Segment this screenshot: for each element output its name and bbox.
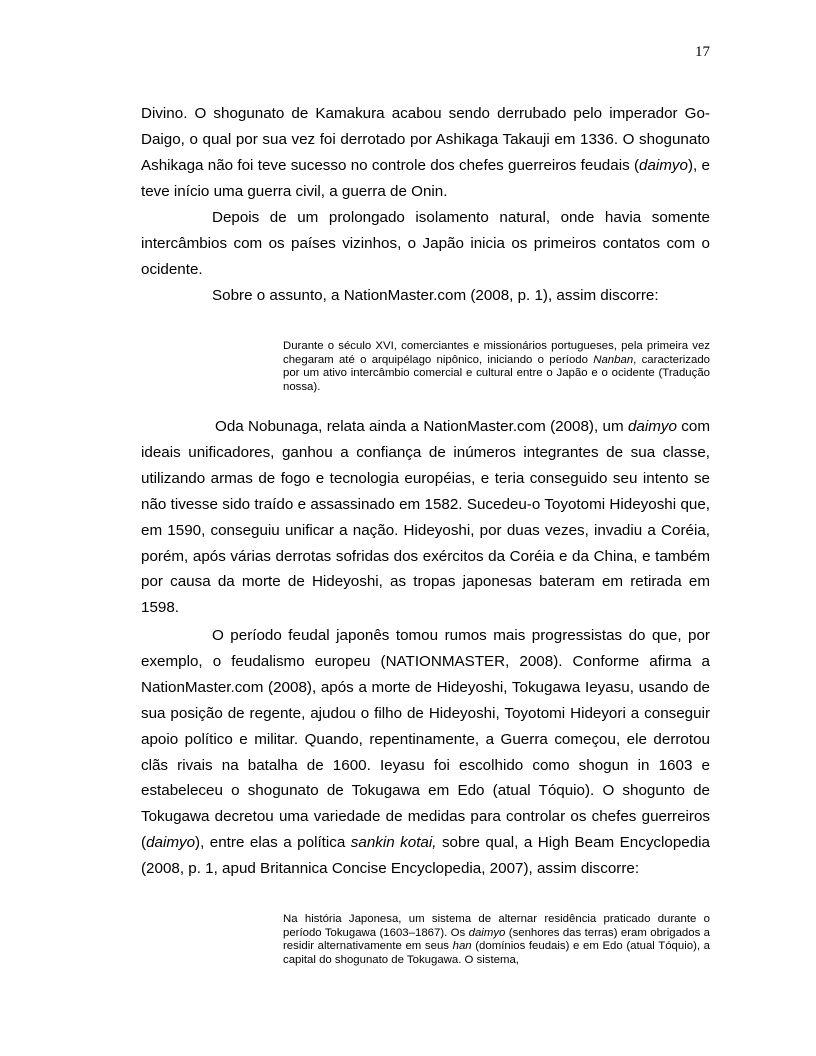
paragraph-intro-quote: Sobre o assunto, a NationMaster.com (2008, p. 1), assim discorre:: [212, 287, 659, 304]
paragraph-kamakura: Divino. O shogunato de Kamakura acabou sendo derrubado pelo imperador Go-Daigo, o qual por sua vez foi derrotado por Ashikaga Takauji em 1336. O shogunato Ashikaga não foi teve sucesso no controle dos chefes guerreiros feudais (daimyo), e teve início uma guerra civil, a guerra de Onin.: [141, 105, 710, 200]
paragraph-tokugawa: O período feudal japonês tomou rumos mais progressistas do que, por exemplo, o feudalismo europeu (NATIONMASTER, 2008). Conforme afirma a NationMaster.com (2008), após a morte de Hideyoshi, Tokugawa Ieyasu, usando de sua posição de regente, ajudou o filho de Hideyoshi, Toyotomi Hideyori a conseguir apoio político e militar. Quando, repentinamente, a Guerra começou, ele derrotou clãs rivais na batalha de 1600. Ieyasu foi escolhido como shogun in 1603 e estabeleceu o shogunato de Tokugawa em Edo (atual Tóquio). O shogunto de Tokugawa decretou uma variedade de medidas para controlar os chefes guerreiros (daimyo), entre elas a política sankin kotai, sobre qual, a High Beam Encyclopedia (2008, p. 1, apud Britannica Concise Encyclopedia, 2007), assim discorre:: [141, 627, 710, 878]
block-quote-nanban: Durante o século XVI, comerciantes e missionários portugueses, pela primeira vez chegaram até o arquipélago nipônico, iniciando o período Nanban, caracterizado por um ativo intercâmbio comercial e cultural entre o Japão e o ocidente (Tradução nossa).: [283, 340, 710, 394]
page-number: 17: [695, 44, 710, 60]
paragraph-oda-nobunaga: Oda Nobunaga, relata ainda a NationMaster.com (2008), um daimyo com ideais unificadores, ganhou a confiança de inúmeros integrantes de sua classe, utilizando armas de fogo e tecnologia européias, e teria conseguido seu intento se não tivesse sido traído e assassinado em 1582. Sucedeu-o Toyotomi Hideyoshi que, em 1590, conseguiu unificar a nação. Hideyoshi, por duas vezes, invadiu a Coréia, porém, após várias derrotas sofridas dos exércitos da Coréia e da China, e também por causa da morte de Hideyoshi, as tropas japonesas bateram em retirada em 1598.: [141, 418, 710, 617]
block-quote-sankin-kotai: Na história Japonesa, um sistema de alternar residência praticado durante o período Tokugawa (1603–1867). Os daimyo (senhores das terras) eram obrigados a residir alternativamente em seus han (domínios feudais) e em Edo (atual Tóquio), a capital do shogunato de Tokugawa. O sistema,: [283, 913, 711, 967]
paragraph-isolation: Depois de um prolongado isolamento natural, onde havia somente intercâmbios com os países vizinhos, o Japão inicia os primeiros contatos com o ocidente.: [141, 209, 710, 278]
